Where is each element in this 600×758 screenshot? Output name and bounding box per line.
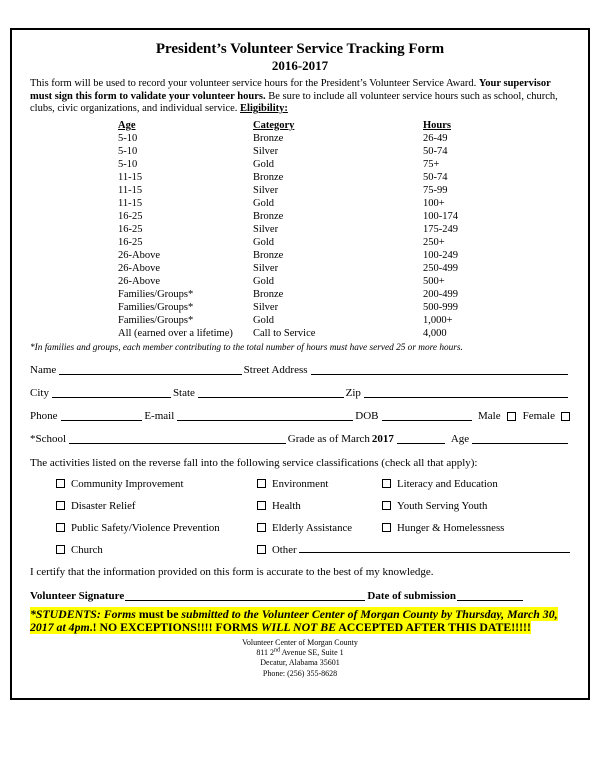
eligibility-row (118, 132, 513, 145)
classification-cell (56, 478, 257, 490)
eligibility-cell: 26-Above (118, 262, 160, 274)
male-label: Male (478, 409, 501, 422)
classification-checkbox[interactable] (56, 523, 65, 532)
classification-cell (257, 544, 570, 556)
classification-label: Youth Serving Youth (397, 499, 488, 512)
eligibility-cell: 26-Above (118, 275, 160, 287)
eligibility-cell: Families/Groups* (118, 288, 194, 300)
eligibility-row (118, 314, 513, 327)
phone-line[interactable] (61, 420, 143, 421)
intro-bold-supervisor: Your supervisor must sign this form to validate your volunteer hours. (30, 78, 551, 102)
classification-label: Other (272, 543, 297, 556)
classification-cell (56, 500, 257, 512)
footer-address (30, 638, 570, 679)
eligibility-cell: 16-25 (118, 210, 143, 222)
eligibility-cell: 100-174 (423, 210, 458, 222)
classification-cell (257, 522, 382, 534)
eligibility-row (118, 301, 513, 314)
classification-label: Disaster Relief (71, 499, 136, 512)
eligibility-cell: 1,000+ (423, 314, 453, 326)
eligibility-cell: Silver (253, 184, 279, 196)
state-line[interactable] (198, 397, 344, 398)
eligibility-row (118, 145, 513, 158)
page-title: President’s Volunteer Service Tracking Form (155, 41, 445, 57)
classification-cell (56, 522, 257, 534)
age-label: Age (450, 432, 470, 445)
phone-label: Phone (30, 409, 58, 422)
signature-row (30, 589, 525, 603)
eligibility-row (118, 197, 513, 210)
classification-label: Community Improvement (71, 477, 184, 490)
eligibility-cell: Silver (253, 223, 279, 235)
eligibility-cell: Gold (253, 158, 274, 170)
male-checkbox[interactable] (507, 412, 516, 421)
classification-grid (56, 478, 570, 556)
classification-row (56, 544, 570, 556)
eligibility-cell: 5-10 (118, 145, 138, 157)
footer-city-state: Decatur, Alabama 35601 (260, 658, 340, 668)
notice-seg-2: must be (138, 606, 182, 621)
eligibility-cell: Gold (253, 275, 274, 287)
dob-label: DOB (355, 409, 379, 422)
classification-checkbox[interactable] (56, 479, 65, 488)
eligibility-row (118, 184, 513, 197)
name-street-row (30, 364, 570, 377)
footer-phone: Phone: (256) 355-8628 (262, 668, 338, 678)
eligibility-cell: Bronze (253, 288, 284, 300)
classification-checkbox[interactable] (257, 479, 266, 488)
eligibility-cell: 5-10 (118, 158, 138, 170)
classification-checkbox[interactable] (382, 479, 391, 488)
form-page (10, 28, 590, 700)
city-label: City (30, 386, 49, 399)
eligibility-cell: 200-499 (423, 288, 458, 300)
classification-label: Health (272, 499, 301, 512)
classification-row (56, 522, 570, 534)
eligibility-row (118, 327, 513, 340)
eligibility-row (118, 158, 513, 171)
email-label: E-mail (144, 409, 175, 422)
classification-row (56, 500, 570, 512)
school-label: *School (30, 432, 67, 445)
eligibility-cell: 4,000 (423, 327, 447, 339)
eligibility-row (118, 275, 513, 288)
eligibility-cell: Families/Groups* (118, 314, 194, 326)
eligibility-label: Eligibility: (240, 103, 288, 115)
eligibility-table-body (118, 132, 513, 340)
eligibility-cell: Bronze (253, 132, 284, 144)
street-address-line[interactable] (311, 374, 568, 375)
classification-checkbox[interactable] (257, 501, 266, 510)
classification-checkbox[interactable] (257, 523, 266, 532)
classification-label: Environment (272, 477, 329, 490)
highlighted-notice-text (30, 607, 558, 635)
eligibility-cell: All (earned over a lifetime) (118, 327, 233, 339)
page-subtitle: 2016-2017 (271, 58, 329, 73)
eligibility-cell: Silver (253, 262, 279, 274)
dob-line[interactable] (382, 420, 472, 421)
student-notice (30, 608, 570, 635)
volunteer-signature-line[interactable] (125, 600, 365, 601)
classification-cell (382, 478, 570, 490)
eligibility-cell: 11-15 (118, 171, 143, 183)
classification-label: Public Safety/Violence Prevention (71, 521, 220, 534)
eligibility-row (118, 171, 513, 184)
classification-label: Elderly Assistance (272, 521, 353, 534)
eligibility-cell: Gold (253, 314, 274, 326)
notice-seg-6: ACCEPTED AFTER THIS DATE!!!!! (335, 620, 531, 635)
eligibility-row (118, 262, 513, 275)
female-checkbox[interactable] (561, 412, 570, 421)
eligibility-cell: 16-25 (118, 223, 143, 235)
classification-row (56, 478, 570, 490)
classification-checkbox[interactable] (382, 523, 391, 532)
grade-year: 2017 (371, 432, 394, 445)
email-line[interactable] (177, 420, 353, 421)
footer-street (30, 648, 570, 658)
eligibility-row (118, 223, 513, 236)
footer-org-name: Volunteer Center of Morgan County (242, 637, 358, 647)
table-footnote: *In families and groups, each member contributing to the total number of hours must have served 25 or more hours. (30, 342, 463, 353)
school-line[interactable] (69, 443, 286, 444)
classification-cell (257, 478, 382, 490)
eligibility-cell: Bronze (253, 210, 284, 222)
name-line[interactable] (59, 374, 241, 375)
eligibility-cell: Silver (253, 145, 279, 157)
eligibility-cell: Gold (253, 197, 274, 209)
eligibility-cell: Gold (253, 236, 274, 248)
eligibility-cell: 250-499 (423, 262, 458, 274)
col-header-age: Age (118, 119, 136, 131)
school-grade-age-row (30, 433, 570, 446)
phone-email-dob-row (30, 410, 570, 423)
classification-checkbox[interactable] (56, 501, 65, 510)
footer-street-post: Avenue SE, Suite 1 (280, 648, 344, 658)
eligibility-header-row (118, 119, 513, 132)
eligibility-cell: 11-15 (118, 197, 143, 209)
notice-seg-4: .! NO EXCEPTIONS!!!! FORMS (89, 620, 262, 635)
eligibility-cell: 250+ (423, 236, 445, 248)
zip-label: Zip (345, 386, 361, 399)
eligibility-cell: 500+ (423, 275, 445, 287)
classifications-heading: The activities listed on the reverse fall into the following service classifications (check all that apply): (30, 456, 478, 469)
eligibility-cell: 100-249 (423, 249, 458, 261)
city-state-zip-row (30, 387, 570, 400)
classification-cell (56, 544, 257, 556)
notice-seg-3: submitted to the Volunteer Center of Morgan County by Thursday, March 30, 2017 at 4pm (30, 606, 558, 635)
grade-label: Grade as of March (287, 432, 370, 445)
other-line[interactable] (299, 552, 570, 553)
date-of-submission-label: Date of submission (367, 589, 456, 602)
classification-checkbox[interactable] (382, 501, 391, 510)
eligibility-cell: 50-74 (423, 171, 448, 183)
female-label: Female (522, 409, 555, 422)
col-header-hours: Hours (423, 119, 452, 131)
zip-line[interactable] (364, 397, 568, 398)
classification-label: Church (71, 543, 103, 556)
eligibility-cell: 175-249 (423, 223, 458, 235)
eligibility-cell: 16-25 (118, 236, 143, 248)
classification-label: Hunger & Homelessness (397, 521, 505, 534)
classification-label: Literacy and Education (397, 477, 498, 490)
eligibility-row (118, 288, 513, 301)
classification-cell (382, 522, 570, 534)
eligibility-row (118, 210, 513, 223)
volunteer-signature-label: Volunteer Signature (30, 589, 125, 602)
street-address-label: Street Address (243, 363, 308, 376)
eligibility-cell: 11-15 (118, 184, 143, 196)
eligibility-cell: Call to Service (253, 327, 316, 339)
col-header-category: Category (253, 119, 295, 131)
eligibility-cell: 75+ (423, 158, 440, 170)
eligibility-row (118, 236, 513, 249)
eligibility-cell: Bronze (253, 171, 284, 183)
name-label: Name (30, 363, 57, 376)
eligibility-cell: 75-99 (423, 184, 448, 196)
footer-street-ordinal: nd (274, 647, 281, 654)
notice-seg-5: WILL NOT BE (261, 620, 336, 635)
intro-text-1: This form will be used to record your volunteer service hours for the President’s Volunteer Service Award. (30, 78, 479, 89)
eligibility-table (118, 119, 513, 340)
eligibility-cell: 100+ (423, 197, 445, 209)
eligibility-cell: 5-10 (118, 132, 138, 144)
eligibility-row (118, 249, 513, 262)
certify-statement: I certify that the information provided on this form is accurate to the best of my knowledge. (30, 565, 434, 578)
state-label: State (172, 386, 195, 399)
eligibility-cell: Bronze (253, 249, 284, 261)
grade-line[interactable] (397, 443, 445, 444)
eligibility-cell: 26-Above (118, 249, 160, 261)
classification-cell (382, 500, 570, 512)
age-line[interactable] (472, 443, 568, 444)
classification-checkbox[interactable] (257, 545, 266, 554)
eligibility-cell: 500-999 (423, 301, 458, 313)
city-line[interactable] (52, 397, 171, 398)
intro-paragraph (30, 78, 570, 116)
footer-street-pre: 811 2 (256, 648, 275, 658)
classification-cell (257, 500, 382, 512)
eligibility-cell: 26-49 (423, 132, 448, 144)
eligibility-cell: 50-74 (423, 145, 448, 157)
classification-checkbox[interactable] (56, 545, 65, 554)
notice-seg-1: *STUDENTS: Forms (30, 606, 139, 621)
eligibility-cell: Silver (253, 301, 279, 313)
date-of-submission-line[interactable] (457, 600, 523, 601)
intro-text-2: Be sure to include all volunteer service hours such as school, church, clubs, civic organizations, and individual service. (30, 90, 558, 115)
eligibility-cell: Families/Groups* (118, 301, 194, 313)
